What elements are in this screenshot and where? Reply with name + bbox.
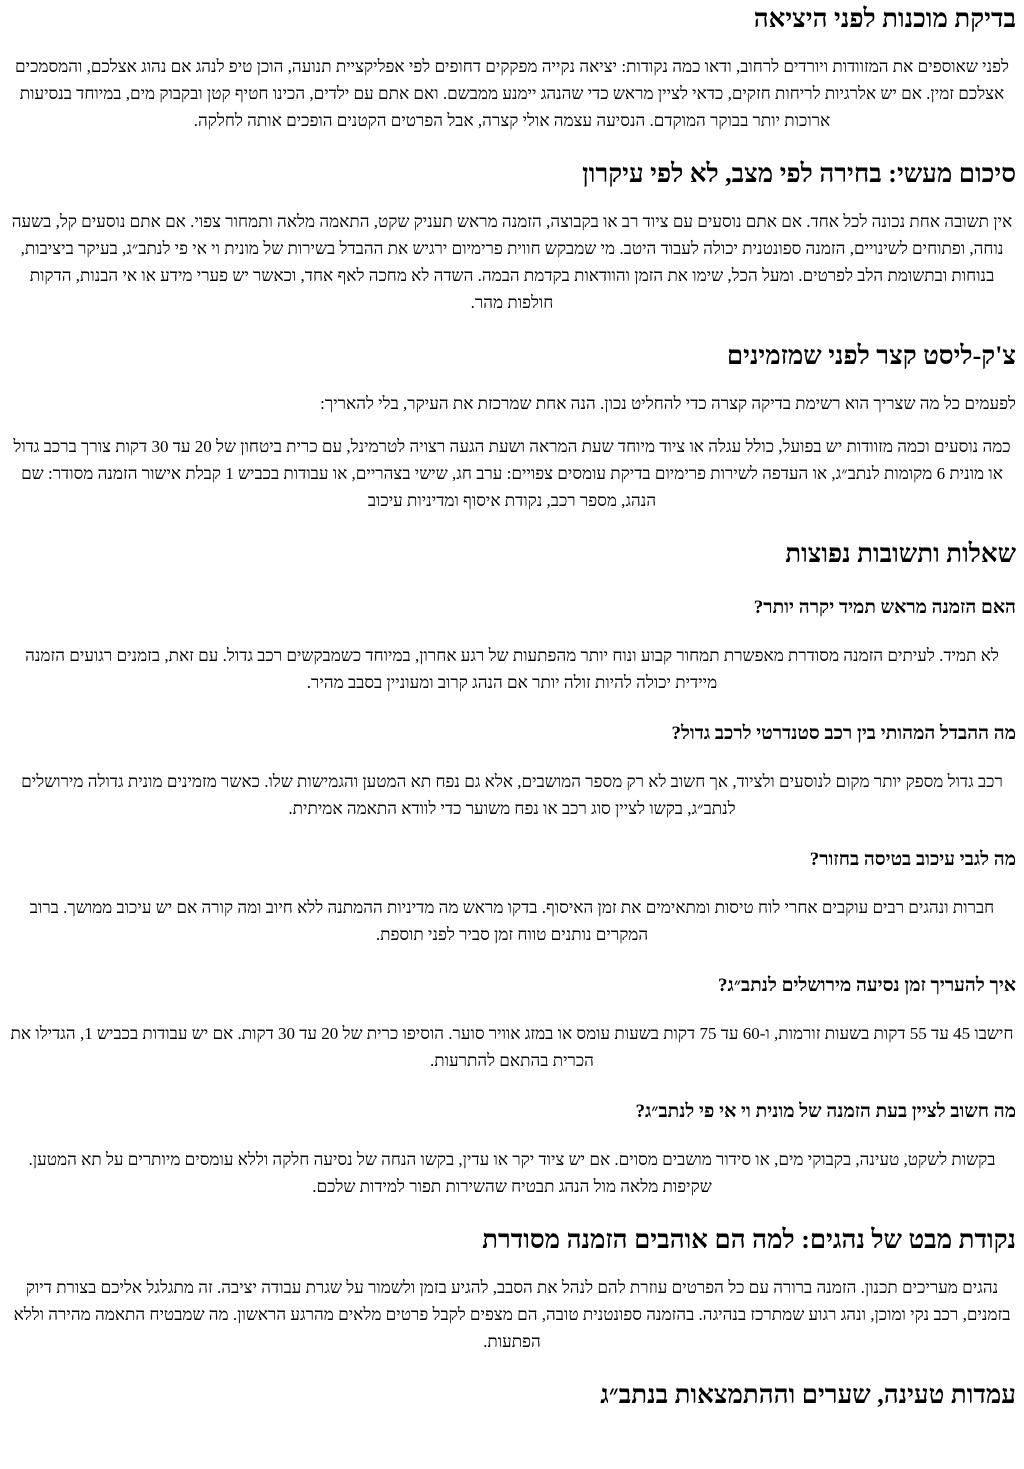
section-heading-airport: עמדות טעינה, שערים וההתמצאות בנתב״ג <box>600 1380 1016 1409</box>
section-heading-checklist: צ'ק-ליסט קצר לפני שמזמינים <box>726 341 1016 370</box>
faq-question: האם הזמנה מראש תמיד יקרה יותר? <box>753 597 1016 618</box>
article-body <box>8 3 1016 1411</box>
faq-answer: חישבו 45 עד 55 דקות בשעות זורמות, ו-60 עד 75 דקות בשעות עומס או במזג אוויר סוער. הוסיפו כרית של 20 עד 30 דקות. אם יש עבודות בכביש 1, הגדילו את הכרית בהתאם להתרעות. <box>10 1024 1014 1070</box>
checklist-items-paragraph: כמה נוסעים וכמה מזוודות יש בפועל, כולל עגלה או ציוד מיוחד שעת המראה ושעת הגעה רצויה לטרמינל, עם כרית ביטחון של 20 עד 30 דקות צורך ברכב גדול או מונית 6 מקומות לנתב״ג, או העדפה לשירות פרימיום בדיקת עומסים צפויים: ערב חג, שישי בצהריים, או עבודות בכביש 1 קבלת אישור הזמנה מסודר: שם הנהג, מספר רכב, נקודת איסוף ומדיניות עיכוב <box>13 437 1011 510</box>
faq-answer: בקשות לשקט, טעינה, בקבוקי מים, או סידור מושבים מסוים. אם יש ציוד יקר או עדין, בקשו הנחה של נסיעה חלקה וללא עומסים מיותרים על תא המטען. שקיפות מלאה מול הנהג תבטיח שהשירות תפור למידות שלכם. <box>28 1150 996 1196</box>
section-heading-faq: שאלות ותשובות נפוצות <box>785 539 1016 568</box>
section-heading-readiness: בדיקת מוכנות לפני היציאה <box>753 4 1016 33</box>
checklist-intro-paragraph: לפעמים כל מה שצריך הוא רשימת בדיקה קצרה כדי להחליט נכון. הנה אחת שמרכזת את העיקר, בלי להאריך: <box>320 394 1016 413</box>
faq-question: מה לגבי עיכוב בטיסה בחזור? <box>809 849 1016 870</box>
drivers-paragraph: נהגים מעריכים תכנון. הזמנה ברורה עם כל הפרטים עוזרת להם לנהל את הסבב, להגיע בזמן ולשמור על שגרת עבודה יציבה. זה מתגלגל אליכם בצורת דיוק בזמנים, רכב נקי ומוכן, ונהג רגוע שמתרכז בנהיגה. בהזמנה ספונטנית טובה, הם מצפים לקבל פרטים מלאים מהרגע הראשון. מה שמבטיח התאמה מהירה וללא הפתעות. <box>13 1278 1011 1351</box>
readiness-paragraph: לפני שאוספים את המזוודות ויורדים לרחוב, ודאו כמה נקודות: יציאה נקייה מפקקים דחופים לפי אפליקציית תנועה, הוכן טיפ לנהג אם נהוג אצלכם, והמסמכים אצלכם זמין. אם יש אלרגיות לריחות חזקים, כדאי לציין מראש כדי שהנהג יימנע ממבשם. ואם אתם עם ילדים, הכינו חטיף קטן ובקבוק מים, במיוחד בנסיעות ארוכות יותר בבוקר המוקדם. הנסיעה עצמה אולי קצרה, אבל הפרטים הקטנים הופכים אותה לחלקה. <box>15 57 1009 130</box>
faq-question: איך להעריך זמן נסיעה מירושלים לנתב״ג? <box>718 975 1016 996</box>
summary-paragraph: אין תשובה אחת נכונה לכל אחד. אם אתם נוסעים עם ציוד רב או בקבוצה, הזמנה מראש תעניק שקט, התאמה מלאה ותמחור צפוי. אם אתם נוסעים קל, בשעה נוחה, ופתוחים לשינויים, הזמנה ספונטנית יכולה לעבוד היטב. מי שמבקש חווית פרימיום ירגיש את ההבדל בשירות של מונית וי אי פי לנתב״ג, בעיקר ביציבות, בנוחות ובתשומת הלב לפרטים. ומעל הכל, שימו את הזמן והוודאות בקדמת הבמה. השדה לא מחכה לאף אחד, וכאשר יש פערי מידע או אי הבנות, הדקות חולפות מהר. <box>11 212 1013 312</box>
section-heading-summary: סיכום מעשי: בחירה לפי מצב, לא לפי עיקרון <box>582 159 1016 188</box>
faq-question: מה ההבדל המהותי בין רכב סטנדרטי לרכב גדול? <box>671 723 1016 744</box>
faq-answer: לא תמיד. לעיתים הזמנה מסודרת מאפשרת תמחור קבוע ונוח יותר מהפתעות של רגע אחרון, במיוחד כשמבקשים רכב גדול. עם זאת, בזמנים רגועים הזמנה מיידית יכולה להיות זולה יותר אם הנהג קרוב ומעוניין בסבב מהיר. <box>25 646 999 692</box>
faq-answer: רכב גדול מספק יותר מקום לנוסעים ולציוד, אך חשוב לא רק מספר המושבים, אלא גם נפח תא המטען והגמישות שלו. כאשר מזמינים מונית גדולה מירושלים לנתב״ג, בקשו לציין סוג רכב או נפח משוער כדי לוודא התאמה אמיתית. <box>21 772 1003 818</box>
section-heading-drivers: נקודת מבט של נהגים: למה הם אוהבים הזמנה מסודרת <box>482 1225 1016 1254</box>
faq-question: מה חשוב לציין בעת הזמנה של מונית וי אי פי לנתב״ג? <box>635 1101 1016 1122</box>
faq-answer: חברות ונהגים רבים עוקבים אחרי לוח טיסות ומתאימים את זמן האיסוף. בדקו מראש מה מדיניות ההמתנה ללא חיוב ומה קורה אם יש עיכוב ממושך. ברוב המקרים נותנים טווח זמן סביר לפני תוספת. <box>29 898 995 944</box>
